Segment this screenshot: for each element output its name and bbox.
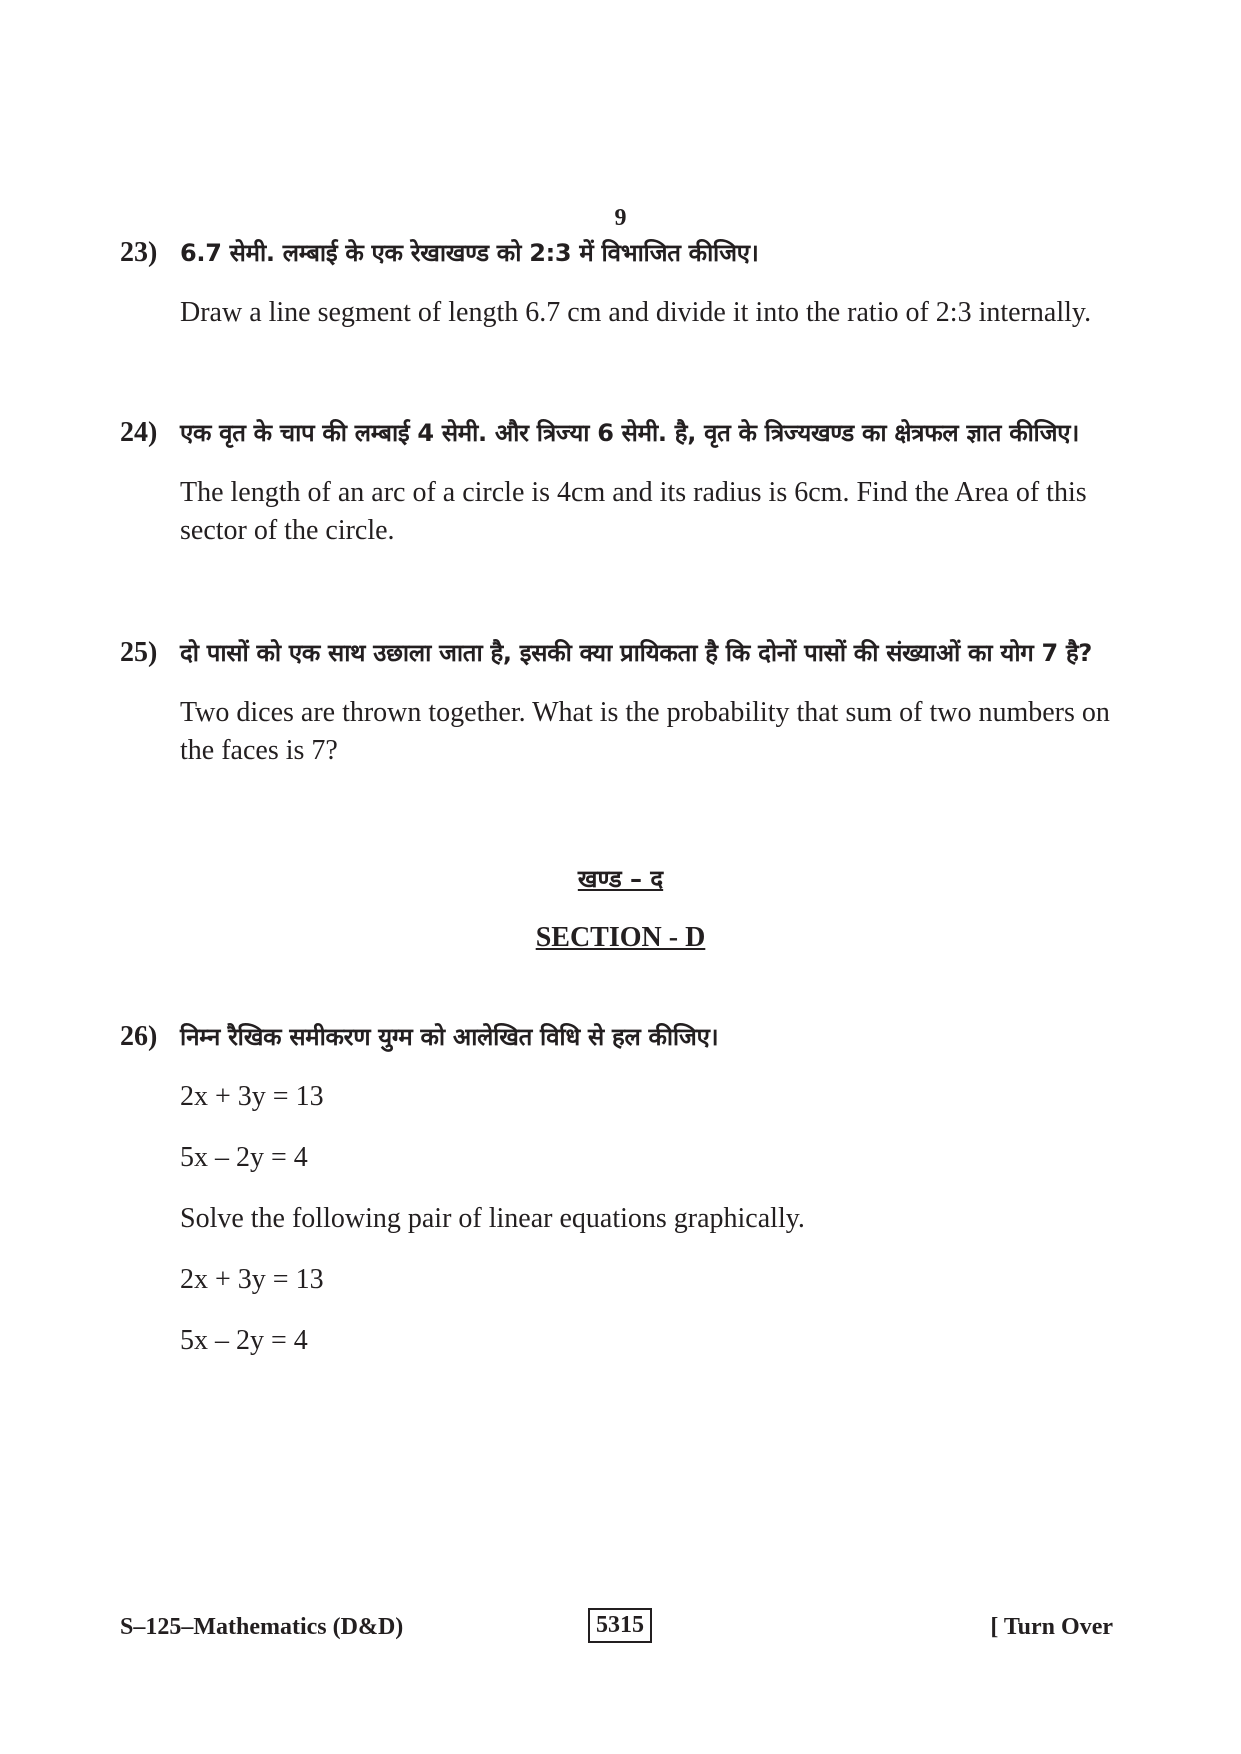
question-26-equation-4: 5x – 2y = 4: [180, 1325, 308, 1356]
question-26-equation-2: 5x – 2y = 4: [180, 1142, 308, 1173]
question-26-equation-3: 2x + 3y = 13: [180, 1264, 324, 1295]
section-heading-english: SECTION - D: [535, 922, 706, 953]
question-23-hindi: 6.7 सेमी. लम्बाई के एक रेखाखण्ड को 2:3 में विभाजित कीजिए।: [180, 239, 759, 267]
question-24-hindi: एक वृत के चाप की लम्बाई 4 सेमी. और त्रिज्या 6 सेमी. है, वृत के त्रिज्यखण्ड का क्षेत्रफल ज्ञात कीजिए।: [180, 419, 1080, 447]
question-26-equation-1: 2x + 3y = 13: [180, 1081, 324, 1112]
question-26-hindi: निम्न रैखिक समीकरण युग्म को आलेखित विधि से हल कीजिए।: [180, 1023, 719, 1051]
question-26-english: Solve the following pair of linear equations graphically.: [180, 1203, 805, 1234]
question-24-english: The length of an arc of a circle is 4cm and its radius is 6cm. Find the Area of this sector of the circle.: [180, 477, 1087, 546]
footer-turn-over: [ Turn Over: [990, 1614, 1113, 1640]
question-25-hindi: दो पासों को एक साथ उछाला जाता है, इसकी क्या प्रायिकता है कि दोनों पासों की संख्याओं का योग 7 है?: [180, 639, 1093, 667]
question-25-english: Two dices are thrown together. What is the probability that sum of two numbers on the faces is 7?: [180, 697, 1110, 766]
footer-paper-code: 5315: [588, 1608, 652, 1643]
question-24-number: 24): [120, 417, 158, 448]
question-23-number: 23): [120, 237, 158, 268]
question-26-number: 26): [120, 1021, 158, 1052]
page-number: 9: [614, 205, 627, 231]
question-25-number: 25): [120, 637, 158, 668]
question-23-english: Draw a line segment of length 6.7 cm and divide it into the ratio of 2:3 internally.: [180, 297, 1092, 328]
section-heading-hindi: खण्ड – द: [577, 865, 664, 893]
footer-subject-code: S–125–Mathematics (D&D): [120, 1614, 404, 1640]
